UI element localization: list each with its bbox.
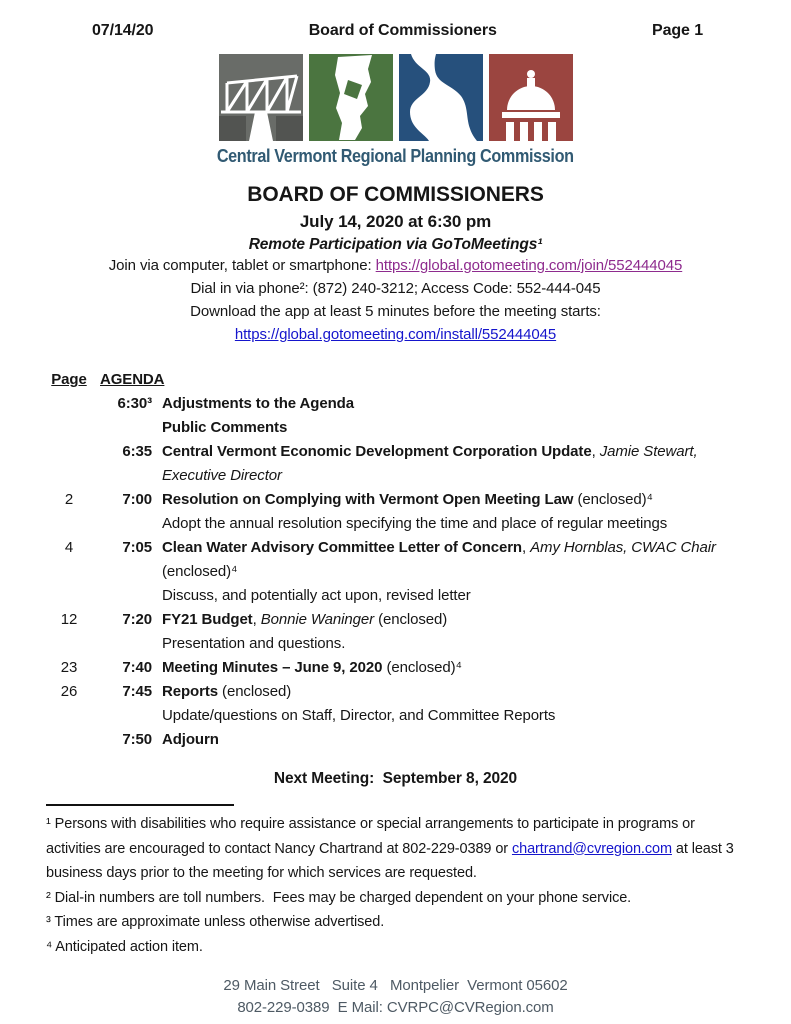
- download-instruction: Download the app at least 5 minutes before the meeting starts:: [190, 303, 601, 320]
- agenda-item-text: [162, 728, 751, 752]
- footnote-text: at least 3 business days prior to the meeting for which services are requested.: [46, 840, 738, 881]
- agenda-item-text: [162, 392, 751, 416]
- agenda-text-segment: ,: [522, 539, 531, 556]
- footnote-text: ⁴ Anticipated action item.: [46, 938, 203, 955]
- next-meeting: Next Meeting: September 8, 2020: [273, 770, 518, 787]
- meeting-title: BOARD OF COMMISSIONERS: [247, 183, 544, 206]
- agenda-text-segment: ,: [252, 611, 261, 628]
- agenda-text-segment: Resolution on Complying with Vermont Open Meeting Law: [162, 491, 574, 508]
- header-page-number: Page 1: [652, 22, 703, 39]
- agenda-text-segment: Update/questions on Staff, Director, and Committee Reports: [162, 707, 556, 724]
- footnote-text: ³ Times are approximate unless otherwise advertised.: [46, 914, 385, 930]
- footnote-line: [46, 935, 751, 960]
- agenda-page-number: 26: [60, 683, 78, 700]
- agenda-section: [48, 368, 751, 752]
- agenda-time: 7:45: [122, 683, 152, 700]
- agenda-time: 7:50: [122, 731, 152, 748]
- agenda-text-segment: FY21 Budget: [162, 611, 253, 628]
- agenda-row: [48, 536, 751, 560]
- agenda-time: 7:00: [122, 491, 152, 508]
- agenda-text-segment: (enclosed)⁴: [573, 491, 653, 508]
- agenda-item-text: [162, 560, 751, 584]
- footnote-line: [46, 910, 751, 935]
- agenda-row: [48, 416, 751, 440]
- agenda-time: [100, 584, 152, 608]
- agenda-text-segment: (enclosed): [374, 611, 448, 628]
- agenda-row: [48, 584, 751, 608]
- agenda-row: [48, 728, 751, 752]
- agenda-time: [100, 560, 152, 584]
- agenda-time: [100, 464, 152, 488]
- agenda-time: [100, 632, 152, 656]
- agenda-item-text: [162, 584, 751, 608]
- agenda-row: [48, 488, 751, 512]
- capitol-dome-icon: [489, 54, 573, 141]
- footnote-text: ¹ Persons with disabilities who require assistance or special arrangements to participate in programs or activities are encouraged to contact Nancy Chartrand at 802-229-0389 or: [46, 816, 699, 857]
- dial-in-info: Dial in via phone²: (872) 240-3212; Access Code: 552-444-045: [190, 280, 601, 297]
- agenda-item-text: [162, 440, 751, 464]
- agenda-item-text: [162, 536, 751, 560]
- agenda-page-number: [48, 560, 90, 584]
- meeting-datetime: July 14, 2020 at 6:30 pm: [299, 212, 492, 231]
- agenda-rows: [48, 392, 751, 752]
- footnote-line: [46, 812, 751, 886]
- agenda-item-text: [162, 608, 751, 632]
- agenda-time: 7:05: [122, 539, 152, 556]
- agenda-item-text: [162, 512, 751, 536]
- remote-participation-note: Remote Participation via GoToMeetings¹: [248, 236, 543, 253]
- agenda-text-segment: Adjustments to the Agenda: [162, 395, 354, 412]
- vermont-state-icon: [309, 54, 393, 141]
- agenda-page-column-header: Page: [51, 371, 87, 388]
- agenda-text-segment: Central Vermont Economic Development Corporation Update: [162, 443, 592, 460]
- footnote-text: ² Dial-in numbers are toll numbers. Fees may be charged dependent on your phone service.: [46, 889, 632, 906]
- page-footer: [0, 975, 791, 1019]
- agenda-row: [48, 656, 751, 680]
- agenda-header-row: [48, 368, 751, 392]
- footer-address: 29 Main Street Suite 4 Montpelier Vermont 05602: [223, 977, 568, 994]
- install-app-link[interactable]: https://global.gotomeeting.com/install/552444045: [234, 326, 557, 343]
- agenda-page-number: [48, 728, 90, 752]
- agenda-row: [48, 392, 751, 416]
- agenda-text-segment: Public Comments: [162, 419, 288, 436]
- agenda-time: [100, 704, 152, 728]
- agenda-time: 7:40: [122, 659, 152, 676]
- agenda-row: [48, 512, 751, 536]
- footer-contact: 802-229-0389 E Mail: CVRPC@CVRegion.com: [237, 999, 554, 1016]
- agenda-time: 6:30³: [117, 395, 152, 412]
- river-icon: [399, 54, 483, 141]
- footnotes: [46, 812, 751, 959]
- agenda-text-segment: ,: [591, 443, 600, 460]
- header-title: Board of Commissioners: [308, 22, 497, 39]
- agenda-item-text: [162, 416, 751, 440]
- agenda-title: AGENDA: [100, 371, 165, 388]
- agenda-text-segment: Executive Director: [162, 467, 282, 484]
- agenda-text-segment: Adjourn: [162, 731, 219, 748]
- agenda-text-segment: Amy Hornblas, CWAC Chair: [530, 539, 716, 556]
- join-meeting-link[interactable]: https://global.gotomeeting.com/join/552444045: [375, 257, 683, 274]
- agenda-item-text: [162, 632, 751, 656]
- header-date: 07/14/20: [92, 22, 154, 39]
- agenda-text-segment: Reports: [162, 683, 218, 700]
- agenda-item-text: [162, 704, 751, 728]
- cvrpc-logo: [0, 54, 791, 167]
- join-label: Join via computer, tablet or smartphone:: [108, 257, 376, 274]
- agenda-row: [48, 632, 751, 656]
- agenda-item-text: [162, 680, 751, 704]
- install-line: [0, 323, 791, 346]
- agenda-row: [48, 440, 751, 464]
- agenda-text-segment: Discuss, and potentially act upon, revised letter: [162, 587, 471, 604]
- agenda-text-segment: (enclosed)⁴: [162, 563, 238, 580]
- footnote-line: [46, 886, 751, 911]
- page-header: [0, 0, 791, 40]
- agenda-text-segment: Meeting Minutes – June 9, 2020: [162, 659, 383, 676]
- agenda-page-number: 12: [60, 611, 78, 628]
- agenda-text-segment: (enclosed): [217, 683, 292, 700]
- agenda-page-number: [48, 416, 90, 440]
- agenda-item-text: [162, 464, 751, 488]
- agenda-page-number: [48, 632, 90, 656]
- agenda-row: [48, 560, 751, 584]
- agenda-page-number: 4: [64, 539, 74, 556]
- agenda-time: 7:20: [122, 611, 152, 628]
- agenda-time: 6:35: [122, 443, 152, 460]
- agenda-page-number: [48, 392, 90, 416]
- footnote-email-link[interactable]: chartrand@cvregion.com: [511, 840, 672, 857]
- agenda-row: [48, 608, 751, 632]
- join-line: [0, 254, 791, 277]
- agenda-page-number: [48, 440, 90, 464]
- agenda-page-number: [48, 464, 90, 488]
- agenda-text-segment: Clean Water Advisory Committee Letter of Concern: [162, 539, 522, 556]
- agenda-page-number: [48, 512, 90, 536]
- agenda-page-number: [48, 704, 90, 728]
- agenda-text-segment: Adopt the annual resolution specifying the time and place of regular meetings: [162, 515, 668, 532]
- bridge-icon: [219, 54, 303, 141]
- agenda-page-number: 23: [60, 659, 78, 676]
- agenda-time: [100, 512, 152, 536]
- agenda-page-number: 2: [64, 491, 74, 508]
- agenda-item-text: [162, 488, 751, 512]
- agenda-row: [48, 464, 751, 488]
- agenda-time: [100, 416, 152, 440]
- agenda-item-text: [162, 656, 751, 680]
- agenda-text-segment: Presentation and questions.: [162, 635, 346, 652]
- agenda-text-segment: Bonnie Waninger: [260, 611, 375, 628]
- agenda-row: [48, 680, 751, 704]
- footnote-separator: [46, 804, 234, 806]
- agenda-text-segment: (enclosed)⁴: [382, 659, 462, 676]
- logo-wordmark: Central Vermont Regional Planning Commission: [217, 146, 574, 166]
- agenda-page-number: [48, 584, 90, 608]
- logo-panels: [219, 54, 573, 141]
- agenda-row: [48, 704, 751, 728]
- agenda-text-segment: Jamie Stewart,: [599, 443, 698, 460]
- meeting-info: [0, 183, 791, 346]
